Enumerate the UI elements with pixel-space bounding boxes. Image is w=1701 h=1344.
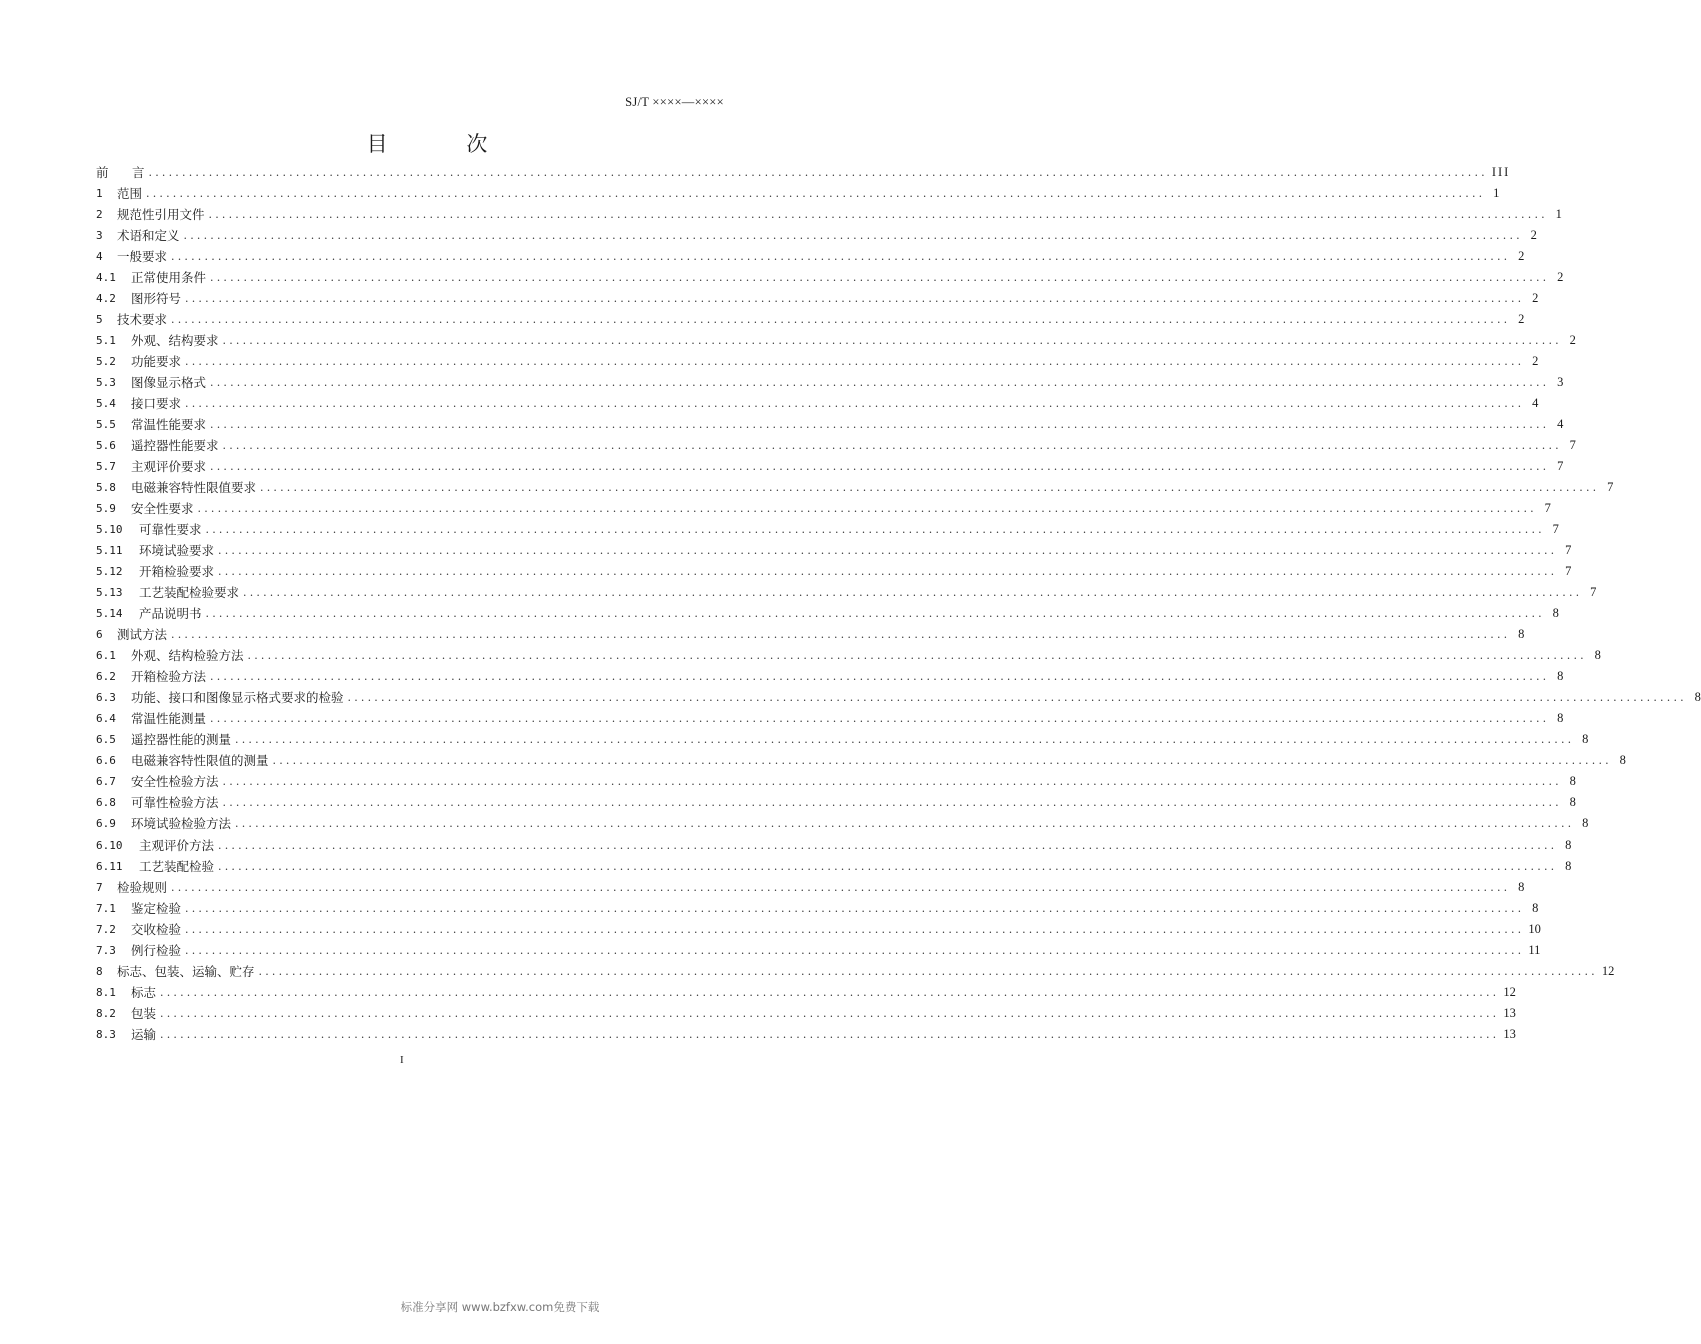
toc-entry-page: 13 [1503,1005,1516,1020]
page-title: 目 次 [366,132,524,156]
toc-entry-page: 7 [1544,501,1551,516]
toc-entry-page: 8 [1582,816,1589,831]
toc-entry[interactable] [96,456,1564,477]
toc-leader-dots: ........................................................................................................................................................................................................ [171,250,1511,264]
toc-entry-page: 2 [1569,333,1576,348]
toc-entry[interactable] [96,561,1572,582]
toc-leader-dots: ........................................................................................................................................................................................................ [183,229,1523,243]
toc-entry-number: 5.9 [96,502,116,516]
toc-entry-title: 安全性检验方法 [131,774,219,790]
toc-entry[interactable] [96,372,1564,393]
toc-leader-dots: ........................................................................................................................................................................................................ [185,292,1525,306]
toc-entry-number: 5.1 [96,334,116,348]
toc-entry-title: 标志、包装、运输、贮存 [117,963,255,979]
toc-entry-title: 测试方法 [117,627,168,643]
toc-leader-dots: ........................................................................................................................................................................................................ [218,544,1558,558]
toc-leader-dots: ........................................................................................................................................................................................................ [185,943,1525,957]
toc-entry-title: 图像显示格式 [131,375,207,391]
toc-leader-dots: ........................................................................................................................................................................................................ [258,964,1598,978]
toc-entry-number: 5.4 [96,397,116,411]
toc-entry[interactable] [96,877,1525,898]
toc-entry-page: 2 [1532,354,1539,369]
toc-entry-title: 图形符号 [131,291,182,307]
toc-entry-number: 4.2 [96,292,116,306]
toc-entry-title: 电磁兼容特性限值的测量 [131,753,269,769]
toc-entry-number: 2 [96,208,103,222]
toc-entry[interactable] [96,835,1572,856]
toc-entry-page: 2 [1532,291,1539,306]
toc-entry-page: 7 [1569,438,1576,453]
toc-entry-title: 遥控器性能要求 [131,438,219,454]
toc-leader-dots: ........................................................................................................................................................................................................ [218,565,1558,579]
toc-entry-page: 8 [1569,795,1576,810]
toc-leader-dots: ........................................................................................................................................................................................................ [197,502,1537,516]
toc-entry-title: 规范性引用文件 [117,207,205,223]
toc-entry-number: 5.6 [96,439,116,453]
toc-entry-number: 7.2 [96,922,116,936]
toc-entry[interactable] [96,708,1564,729]
toc-entry-page: 8 [1518,879,1525,894]
toc-entry-title: 接口要求 [131,396,182,412]
toc-entry[interactable] [96,498,1551,519]
toc-entry-title: 主观评价要求 [131,459,207,475]
toc-leader-dots: ........................................................................................................................................................................................................ [185,901,1525,915]
toc-entry-page: 4 [1557,417,1564,432]
toc-entry-number: 7.3 [96,943,116,957]
toc-entry-page: 7 [1565,564,1572,579]
toc-entry-number: 4.1 [96,271,116,285]
toc-entry-page: 2 [1518,249,1525,264]
standard-code: SJ/T ××××—×××× [625,95,724,109]
toc-entry-number: 6.10 [96,838,123,852]
toc-entry[interactable] [96,267,1564,288]
toc-entry-title: 常温性能测量 [131,711,207,727]
toc-entry-number: 前 [96,165,109,180]
toc-entry[interactable] [96,919,1541,940]
toc-entry-number: 6.3 [96,691,116,705]
table-of-contents [96,162,1701,1045]
toc-entry[interactable] [96,204,1562,225]
toc-entry-page: 2 [1557,270,1564,285]
toc-entry[interactable] [96,309,1525,330]
toc-entry-page: 7 [1607,480,1614,495]
toc-entry-number: 6.5 [96,733,116,747]
toc-leader-dots: ........................................................................................................................................................................................................ [222,334,1562,348]
toc-leader-dots: ........................................................................................................................................................................................................ [243,586,1583,600]
toc-entry-number: 6.11 [96,859,123,873]
toc-entry-number: 8.2 [96,1006,116,1020]
toc-entry[interactable] [96,645,1601,666]
toc-entry-page: 12 [1503,984,1516,999]
toc-entry-number: 5.10 [96,523,123,537]
toc-entry-page: 8 [1565,858,1572,873]
toc-entry-page: 8 [1694,690,1701,705]
toc-leader-dots: ........................................................................................................................................................................................................ [260,481,1600,495]
toc-entry[interactable] [96,351,1539,372]
toc-entry[interactable] [96,771,1576,792]
toc-entry-number: 8 [96,964,103,978]
toc-entry-page: 1 [1555,207,1562,222]
toc-entry-title: 检验规则 [117,879,168,895]
toc-entry-title: 开箱检验要求 [139,564,215,580]
toc-entry-number: 5.14 [96,607,123,621]
toc-leader-dots: ........................................................................................................................................................................................................ [222,796,1562,810]
toc-entry[interactable] [96,1003,1516,1024]
toc-entry-title: 工艺装配检验要求 [139,585,240,601]
toc-entry-number: 5.7 [96,460,116,474]
toc-entry-title: 标志 [131,984,157,1000]
toc-entry[interactable] [96,393,1539,414]
toc-entry-number: 6.6 [96,754,116,768]
toc-entry-number: 5.3 [96,376,116,390]
toc-entry-title: 术语和定义 [117,228,180,244]
toc-entry[interactable] [96,666,1564,687]
toc-leader-dots: ........................................................................................................................................................................................................ [185,355,1525,369]
toc-entry-number: 7.1 [96,901,116,915]
toc-entry-title: 鉴定检验 [131,900,182,916]
toc-entry[interactable] [96,961,1615,982]
toc-entry-title: 主观评价方法 [139,837,215,853]
toc-entry-title: 外观、结构检验方法 [131,648,244,664]
toc-entry-title: 可靠性要求 [139,522,202,538]
toc-leader-dots: ........................................................................................................................................................................................................ [218,838,1558,852]
toc-entry-page: 1 [1493,186,1500,201]
toc-entry[interactable] [96,729,1589,750]
toc-entry-title: 常温性能要求 [131,417,207,433]
toc-entry-page: 4 [1532,396,1539,411]
toc-entry-page: 8 [1569,774,1576,789]
toc-entry[interactable] [96,183,1500,204]
toc-entry-title: 言 [132,165,145,180]
toc-entry-number: 6.9 [96,817,116,831]
toc-entry[interactable] [96,750,1626,771]
toc-entry-number: 3 [96,229,103,243]
toc-leader-dots: ........................................................................................................................................................................................................ [247,649,1587,663]
toc-leader-dots: ........................................................................................................................................................................................................ [347,691,1687,705]
toc-entry[interactable] [96,856,1572,877]
toc-leader-dots: ........................................................................................................................................................................................................ [171,628,1511,642]
toc-entry[interactable] [96,519,1559,540]
toc-entry-number: 8.1 [96,985,116,999]
toc-entry[interactable] [96,582,1597,603]
toc-entry-number: 8.3 [96,1027,116,1041]
toc-entry-page: III [1491,165,1511,179]
toc-entry-page: 8 [1552,606,1559,621]
toc-entry-number: 5.2 [96,355,116,369]
toc-entry-title: 环境试验检验方法 [131,816,232,832]
page-number: I [400,1054,404,1066]
toc-leader-dots: ........................................................................................................................................................................................................ [210,670,1550,684]
toc-entry[interactable] [96,603,1559,624]
toc-entry-number: 7 [96,880,103,894]
toc-entry[interactable] [96,982,1516,1003]
toc-leader-dots: ........................................................................................................................................................................................................ [235,733,1575,747]
toc-entry-number: 6.8 [96,796,116,810]
toc-entry-page: 10 [1528,921,1541,936]
toc-entry-number: 5.5 [96,418,116,432]
toc-entry[interactable] [96,1024,1516,1045]
toc-leader-dots: ........................................................................................................................................................................................................ [171,313,1511,327]
toc-entry[interactable] [96,414,1564,435]
toc-entry-number: 6.4 [96,712,116,726]
toc-entry-number: 5.8 [96,481,116,495]
toc-entry-number: 5 [96,313,103,327]
toc-leader-dots: ........................................................................................................................................................................................................ [210,460,1550,474]
toc-entry-title: 安全性要求 [131,501,194,517]
toc-entry-number: 6.2 [96,670,116,684]
toc-leader-dots: ........................................................................................................................................................................................................ [218,859,1558,873]
toc-entry-number: 1 [96,187,103,201]
toc-entry[interactable] [96,624,1525,645]
toc-entry-page: 8 [1565,837,1572,852]
toc-entry-number: 5.11 [96,544,123,558]
toc-entry[interactable] [96,540,1572,561]
toc-entry-page: 8 [1532,900,1539,915]
toc-entry-title: 例行检验 [131,942,182,958]
toc-entry[interactable] [96,813,1589,834]
toc-entry-page: 12 [1601,963,1615,978]
toc-leader-dots: ........................................................................................................................................................................................................ [185,922,1525,936]
toc-leader-dots: ........................................................................................................................................................................................................ [148,166,1488,179]
toc-entry-number: 5.12 [96,565,123,579]
toc-entry[interactable] [96,687,1701,708]
toc-leader-dots: ........................................................................................................................................................................................................ [210,418,1550,432]
toc-leader-dots: ........................................................................................................................................................................................................ [235,817,1575,831]
toc-leader-dots: ........................................................................................................................................................................................................ [272,754,1612,768]
watermark: 标准分享网 www.bzfxw.com免费下载 [400,1300,600,1314]
toc-leader-dots: ........................................................................................................................................................................................................ [146,187,1486,201]
toc-entry-title: 功能、接口和图像显示格式要求的检验 [131,690,344,706]
toc-entry[interactable] [96,435,1576,456]
toc-leader-dots: ........................................................................................................................................................................................................ [160,1027,1500,1041]
toc-entry[interactable] [96,477,1614,498]
toc-entry-page: 11 [1528,942,1541,957]
toc-entry-number: 6.1 [96,649,116,663]
toc-entry-number: 6.7 [96,775,116,789]
toc-leader-dots: ........................................................................................................................................................................................................ [185,397,1525,411]
toc-entry-number: 4 [96,250,103,264]
toc-entry-page: 13 [1503,1026,1516,1041]
toc-leader-dots: ........................................................................................................................................................................................................ [208,208,1548,222]
toc-entry-page: 8 [1619,753,1626,768]
toc-entry-title: 环境试验要求 [139,543,215,559]
toc-entry-title: 运输 [131,1026,157,1042]
toc-entry-page: 3 [1557,375,1564,390]
toc-entry-title: 电磁兼容特性限值要求 [131,480,257,496]
toc-entry[interactable] [96,225,1537,246]
toc-entry-title: 可靠性检验方法 [131,795,219,811]
toc-leader-dots: ........................................................................................................................................................................................................ [160,1006,1500,1020]
toc-leader-dots: ........................................................................................................................................................................................................ [210,271,1550,285]
toc-leader-dots: ........................................................................................................................................................................................................ [160,985,1500,999]
toc-entry-page: 8 [1557,669,1564,684]
toc-leader-dots: ........................................................................................................................................................................................................ [210,376,1550,390]
toc-entry-page: 7 [1557,459,1564,474]
toc-entry-page: 8 [1594,648,1601,663]
toc-leader-dots: ........................................................................................................................................................................................................ [222,439,1562,453]
toc-entry-page: 7 [1565,543,1572,558]
toc-entry-title: 遥控器性能的测量 [131,732,232,748]
toc-entry[interactable] [96,288,1539,309]
toc-entry[interactable] [96,162,1511,183]
toc-entry-page: 8 [1557,711,1564,726]
toc-entry-title: 范围 [117,186,143,202]
toc-leader-dots: ........................................................................................................................................................................................................ [205,607,1545,621]
toc-entry-number: 6 [96,628,103,642]
toc-leader-dots: ........................................................................................................................................................................................................ [171,880,1511,894]
toc-entry-title: 交收检验 [131,921,182,937]
toc-entry-page: 2 [1518,312,1525,327]
toc-leader-dots: ........................................................................................................................................................................................................ [222,775,1562,789]
toc-entry-page: 2 [1530,228,1537,243]
toc-entry-page: 8 [1582,732,1589,747]
toc-entry[interactable] [96,330,1576,351]
toc-leader-dots: ........................................................................................................................................................................................................ [210,712,1550,726]
toc-entry-page: 8 [1518,627,1525,642]
toc-entry-title: 外观、结构要求 [131,333,219,349]
toc-entry[interactable] [96,246,1525,267]
toc-leader-dots: ........................................................................................................................................................................................................ [205,523,1545,537]
toc-entry-title: 正常使用条件 [131,270,207,286]
toc-entry-title: 技术要求 [117,312,168,328]
toc-entry-title: 工艺装配检验 [139,858,215,874]
toc-entry[interactable] [96,898,1539,919]
toc-entry-title: 功能要求 [131,354,182,370]
toc-entry-page: 7 [1590,585,1597,600]
toc-entry-title: 一般要求 [117,249,168,265]
toc-entry-number: 5.13 [96,586,123,600]
toc-entry[interactable] [96,940,1541,961]
toc-entry[interactable] [96,792,1576,813]
toc-entry-title: 产品说明书 [139,606,202,622]
toc-entry-title: 包装 [131,1005,157,1021]
toc-entry-title: 开箱检验方法 [131,669,207,685]
toc-entry-page: 7 [1552,522,1559,537]
